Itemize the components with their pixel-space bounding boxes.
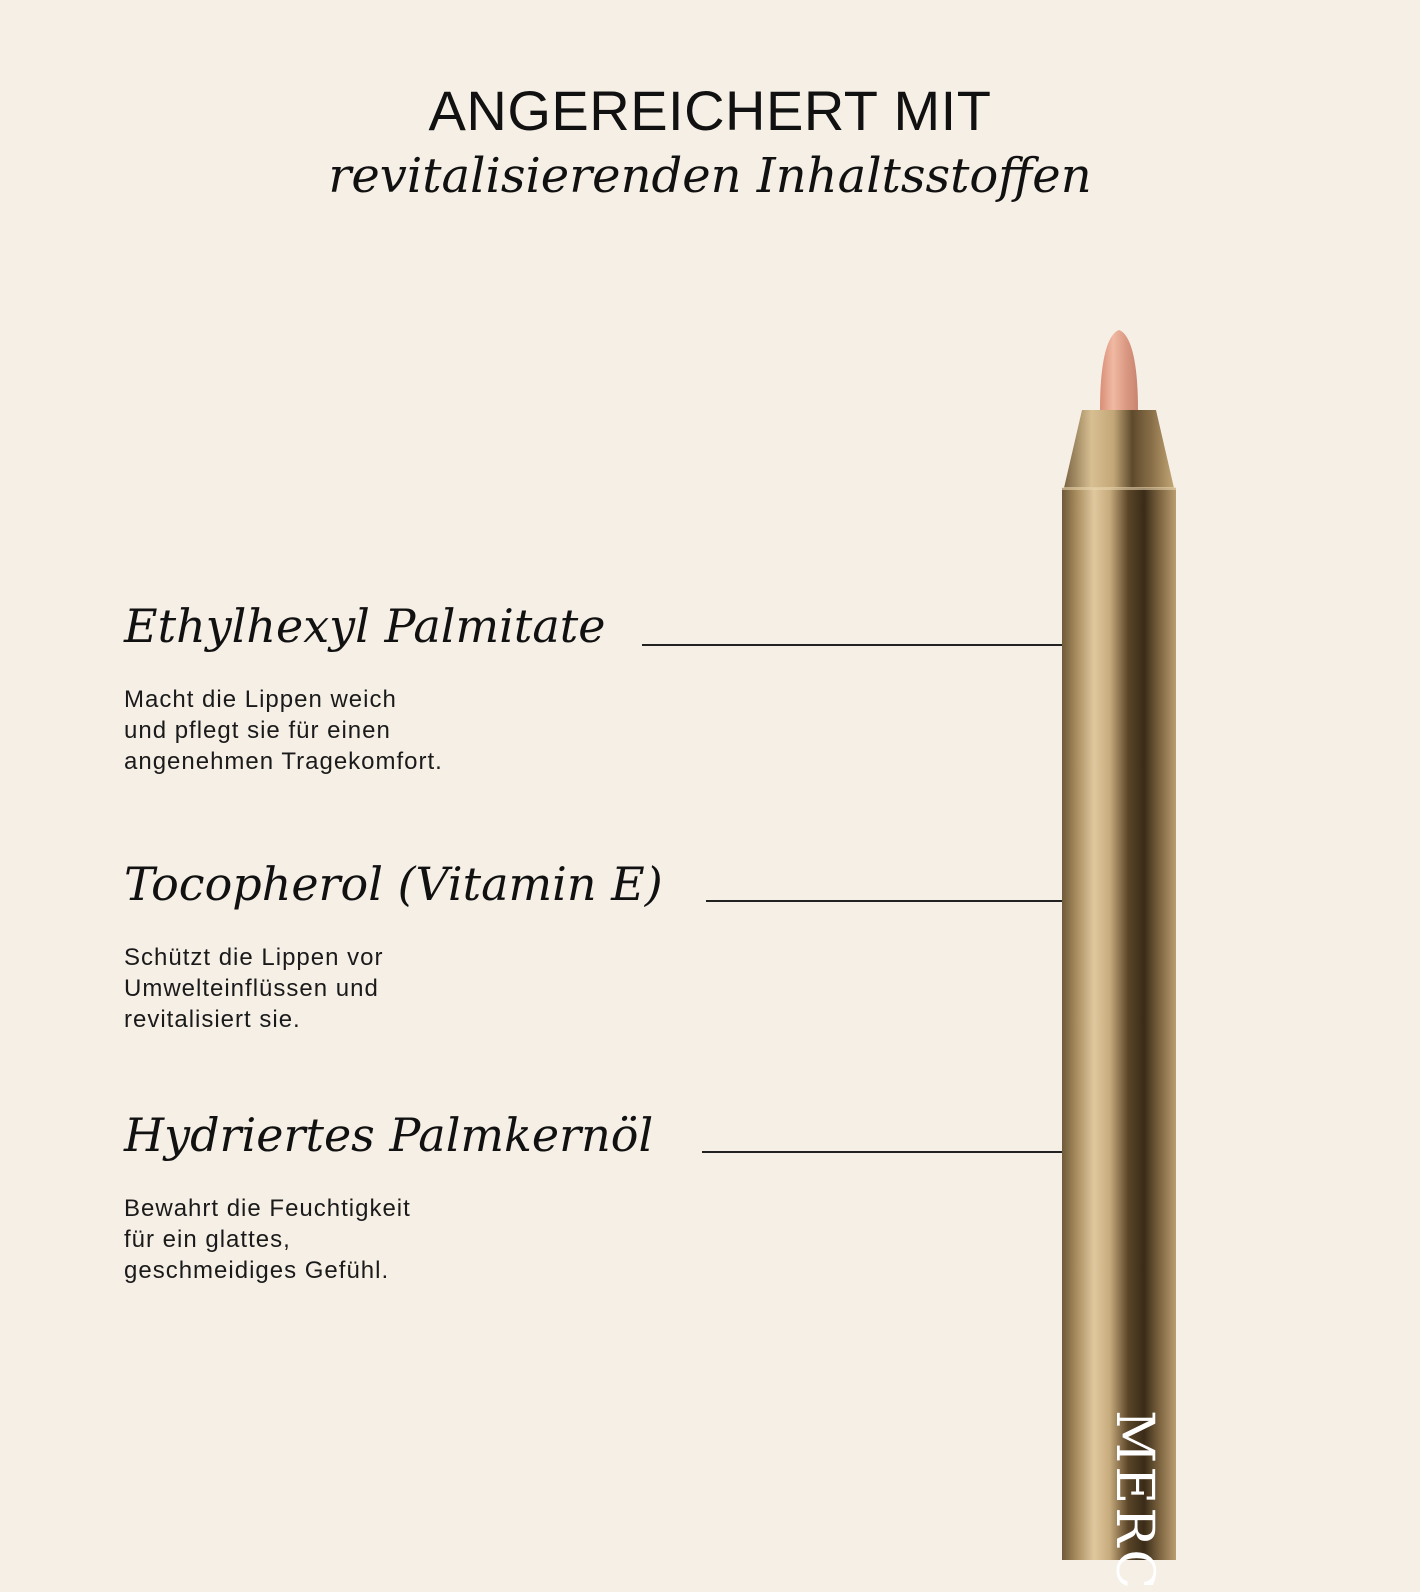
headline-title: ANGEREICHERT MIT	[428, 79, 992, 142]
lip-pencil-image	[1062, 328, 1176, 1560]
pencil-brand-text: MERC	[1104, 1410, 1164, 1592]
leader-line	[706, 900, 1064, 902]
ingredient-description: Macht die Lippen weich und pflegt sie für einen angenehmen Tragekomfort.	[124, 686, 443, 775]
ingredient-ethylhexyl-palmitate	[124, 598, 605, 777]
ingredient-name: Ethylhexyl Palmitate	[124, 599, 606, 653]
ingredient-name: Hydriertes Palmkernöl	[124, 1108, 654, 1162]
leader-line	[642, 644, 1064, 646]
headline	[0, 78, 1420, 206]
ingredient-name: Tocopherol (Vitamin E)	[124, 857, 663, 911]
ingredient-palmkernoel	[124, 1107, 653, 1286]
ingredient-tocopherol	[124, 856, 663, 1035]
ingredient-description: Schützt die Lippen vor Umwelteinflüssen und revitalisiert sie.	[124, 944, 384, 1033]
ingredient-description: Bewahrt die Feuchtigkeit für ein glattes, geschmeidiges Gefühl.	[124, 1195, 411, 1284]
headline-subtitle: revitalisierenden Inhaltsstoffen	[328, 148, 1092, 204]
leader-line	[702, 1151, 1064, 1153]
